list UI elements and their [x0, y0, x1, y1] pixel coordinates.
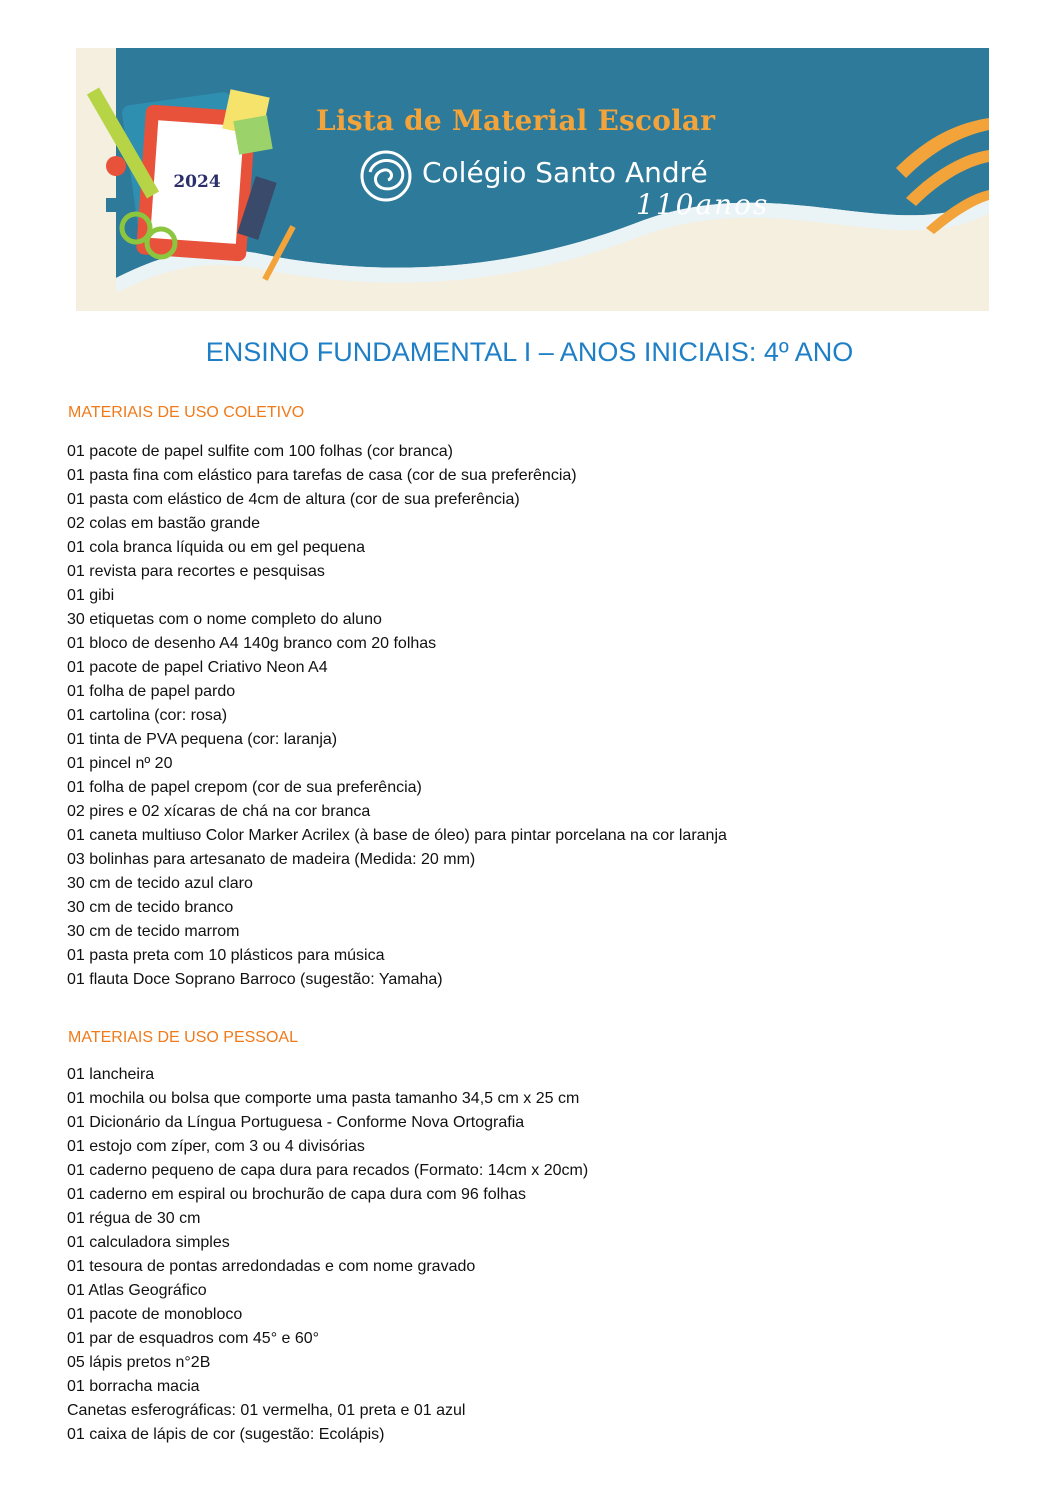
section-title-coletivo: MATERIAIS DE USO COLETIVO	[68, 404, 305, 421]
list-item: Canetas esferográficas: 01 vermelha, 01 preta e 01 azul	[67, 1402, 466, 1419]
banner-title: Lista de Material Escolar	[316, 104, 716, 137]
list-item: 01 régua de 30 cm	[67, 1210, 201, 1227]
page-title: ENSINO FUNDAMENTAL I – ANOS INICIAIS: 4º ANO	[205, 337, 854, 367]
list-item: 01 pasta com elástico de 4cm de altura (cor de sua preferência)	[67, 491, 520, 508]
list-item: 01 calculadora simples	[67, 1234, 230, 1251]
list-item: 01 pasta fina com elástico para tarefas de casa (cor de sua preferência)	[67, 467, 577, 484]
list-pessoal	[67, 1063, 588, 1447]
list-item: 01 revista para recortes e pesquisas	[67, 563, 325, 580]
list-item: 05 lápis pretos n°2B	[67, 1354, 211, 1371]
list-item: 01 cola branca líquida ou em gel pequena	[67, 539, 365, 556]
list-item: 30 cm de tecido branco	[67, 899, 234, 916]
list-item: 01 pacote de papel sulfite com 100 folhas (cor branca)	[67, 443, 454, 460]
list-item: 01 caneta multiuso Color Marker Acrilex (à base de óleo) para pintar porcelana na cor laranja	[67, 827, 727, 844]
list-item: 01 folha de papel pardo	[67, 683, 236, 700]
list-item: 01 bloco de desenho A4 140g branco com 20 folhas	[67, 635, 437, 652]
list-item: 01 folha de papel crepom (cor de sua preferência)	[67, 779, 422, 796]
list-item: 30 cm de tecido azul claro	[67, 875, 253, 892]
list-item: 01 caixa de lápis de cor (sugestão: Ecolápis)	[67, 1426, 385, 1443]
year-label: 2024	[173, 172, 221, 192]
list-item: 01 Atlas Geográfico	[67, 1282, 207, 1299]
list-item: 01 flauta Doce Soprano Barroco (sugestão: Yamaha)	[67, 971, 443, 988]
list-item: 30 cm de tecido marrom	[67, 923, 240, 940]
list-item: 01 tesoura de pontas arredondadas e com nome gravado	[67, 1258, 476, 1275]
list-item: 02 colas em bastão grande	[67, 515, 261, 532]
school-name: Colégio Santo André	[422, 156, 708, 189]
list-item: 01 estojo com zíper, com 3 ou 4 divisórias	[67, 1138, 365, 1155]
list-item: 01 pincel nº 20	[67, 755, 173, 772]
list-item: 01 mochila ou bolsa que comporte uma pasta tamanho 34,5 cm x 25 cm	[67, 1090, 580, 1107]
list-item: 02 pires e 02 xícaras de chá na cor branca	[67, 803, 371, 820]
list-item: 30 etiquetas com o nome completo do aluno	[67, 611, 382, 628]
list-item: 01 caderno pequeno de capa dura para recados (Formato: 14cm x 20cm)	[67, 1162, 589, 1179]
list-item: 01 borracha macia	[67, 1378, 200, 1395]
list-item: 01 gibi	[67, 587, 115, 604]
list-item: 01 lancheira	[67, 1066, 155, 1083]
section-title-pessoal: MATERIAIS DE USO PESSOAL	[68, 1029, 298, 1046]
header-banner	[76, 48, 989, 311]
list-item: 01 cartolina (cor: rosa)	[67, 707, 228, 724]
list-item: 01 pacote de monobloco	[67, 1306, 243, 1323]
list-coletivo	[67, 440, 727, 992]
anniversary-label: 110anos	[636, 188, 770, 221]
list-item: 01 caderno em espiral ou brochurão de capa dura com 96 folhas	[67, 1186, 526, 1203]
list-item: 01 pacote de papel Criativo Neon A4	[67, 659, 328, 676]
list-item: 01 Dicionário da Língua Portuguesa - Conforme Nova Ortografia	[67, 1114, 525, 1131]
list-item: 01 tinta de PVA pequena (cor: laranja)	[67, 731, 338, 748]
list-item: 03 bolinhas para artesanato de madeira (Medida: 20 mm)	[67, 851, 476, 868]
list-item: 01 pasta preta com 10 plásticos para música	[67, 947, 385, 964]
list-item: 01 par de esquadros com 45° e 60°	[67, 1330, 320, 1347]
